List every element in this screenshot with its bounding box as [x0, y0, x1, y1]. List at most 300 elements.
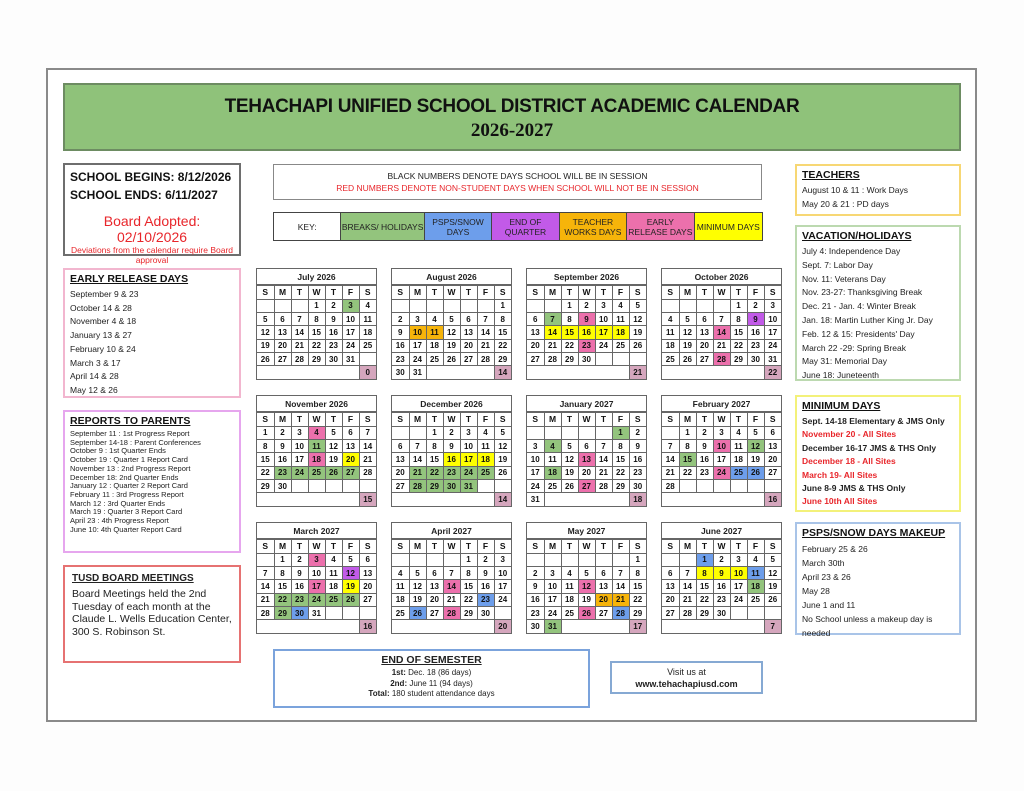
list-item: June 10th All Sites — [802, 496, 878, 507]
day-cell: 4 — [392, 566, 409, 579]
day-cell: 26 — [629, 339, 646, 352]
weekday-header: S — [764, 540, 781, 554]
weekday-header: S — [494, 413, 511, 427]
empty-cell — [359, 479, 376, 492]
empty-cell — [409, 426, 426, 439]
weekday-header: W — [713, 413, 730, 427]
day-cell: 7 — [291, 312, 308, 325]
day-cell: 27 — [696, 352, 713, 365]
day-cell: 19 — [764, 580, 781, 593]
weekday-header: W — [713, 540, 730, 554]
weekday-header: S — [257, 540, 274, 554]
day-cell: 14 — [662, 453, 679, 466]
day-cell: 25 — [544, 479, 561, 492]
day-cell: 15 — [426, 453, 443, 466]
day-cell: 3 — [527, 439, 544, 452]
day-cell: 15 — [696, 580, 713, 593]
day-cell: 20 — [359, 580, 376, 593]
day-cell: 21 — [291, 339, 308, 352]
minimum-days-box — [795, 395, 961, 512]
day-cell: 18 — [561, 593, 578, 606]
day-cell: 25 — [477, 466, 494, 479]
black-numbers-note: BLACK NUMBERS DENOTE DAYS SCHOOL WILL BE IN SESSION — [387, 171, 648, 181]
empty-cell — [443, 553, 460, 566]
empty-cell — [477, 299, 494, 312]
weekday-header: S — [527, 540, 544, 554]
day-cell: 27 — [662, 606, 679, 619]
empty-cell — [612, 352, 629, 365]
list-item: No School unless a makeup day is needed — [802, 614, 933, 638]
day-cell: 25 — [730, 466, 747, 479]
month-day-count: 17 — [629, 620, 646, 633]
weekday-header: T — [696, 286, 713, 300]
weekday-header: T — [561, 413, 578, 427]
day-cell: 24 — [308, 593, 325, 606]
day-cell: 23 — [274, 466, 291, 479]
day-cell: 9 — [713, 566, 730, 579]
list-item: Dec. 21 - Jan. 4: Winter Break — [802, 301, 916, 312]
teachers-list — [802, 184, 954, 211]
month-title: December 2026 — [392, 396, 511, 412]
day-cell: 12 — [443, 326, 460, 339]
day-cell: 18 — [747, 580, 764, 593]
day-cell: 13 — [595, 580, 612, 593]
day-cell: 10 — [291, 439, 308, 452]
day-cell: 19 — [747, 453, 764, 466]
day-cell: 6 — [764, 426, 781, 439]
list-item: Nov. 11: Veterans Day — [802, 273, 886, 284]
day-cell: 7 — [679, 566, 696, 579]
day-cell: 19 — [561, 466, 578, 479]
day-cell: 31 — [764, 352, 781, 365]
day-cell: 24 — [713, 466, 730, 479]
day-cell: 16 — [291, 580, 308, 593]
list-item: April 23 & 26 — [802, 572, 851, 582]
month-title: January 2027 — [527, 396, 646, 412]
key-label: KEY: — [274, 213, 341, 240]
list-item: June 18: Juneteenth — [802, 370, 880, 381]
day-cell: 6 — [595, 566, 612, 579]
day-cell: 2 — [274, 426, 291, 439]
empty-cell — [342, 606, 359, 619]
day-cell: 26 — [494, 466, 511, 479]
month-title: March 2027 — [257, 523, 376, 539]
weekday-header: F — [747, 413, 764, 427]
weekday-header: T — [325, 286, 342, 300]
day-cell: 3 — [730, 553, 747, 566]
month-day-count: 18 — [629, 493, 646, 506]
website-link[interactable]: www.tehachapiusd.com — [635, 679, 738, 689]
day-cell: 6 — [392, 439, 409, 452]
empty-cell — [392, 299, 409, 312]
day-cell: 5 — [561, 439, 578, 452]
day-cell: 4 — [426, 312, 443, 325]
empty-cell — [662, 553, 679, 566]
list-item: Sept. 14-18 Elementary & JMS Only — [802, 416, 945, 426]
day-cell: 20 — [595, 593, 612, 606]
day-cell: 4 — [308, 426, 325, 439]
day-cell: 26 — [443, 352, 460, 365]
day-cell: 8 — [561, 312, 578, 325]
month-title: April 2027 — [392, 523, 511, 539]
day-cell: 15 — [274, 580, 291, 593]
day-cell: 6 — [359, 553, 376, 566]
empty-cell — [679, 479, 696, 492]
month-title: May 2027 — [527, 523, 646, 539]
day-cell: 11 — [426, 326, 443, 339]
day-cell: 11 — [308, 439, 325, 452]
day-cell: 28 — [409, 479, 426, 492]
day-cell: 5 — [325, 426, 342, 439]
day-cell: 6 — [578, 439, 595, 452]
day-cell: 21 — [679, 593, 696, 606]
day-cell: 21 — [409, 466, 426, 479]
weekday-header: T — [460, 540, 477, 554]
key-item: EARLY RELEASE DAYS — [627, 213, 694, 240]
list-item: March 22 -29: Spring Break — [802, 342, 906, 353]
day-cell: 4 — [477, 426, 494, 439]
day-cell: 26 — [764, 593, 781, 606]
day-cell: 5 — [578, 566, 595, 579]
day-cell: 14 — [291, 326, 308, 339]
list-item: January 12 : Quarter 2 Report Card — [70, 481, 188, 491]
day-cell: 1 — [730, 299, 747, 312]
day-cell: 30 — [477, 606, 494, 619]
day-cell: 26 — [257, 352, 274, 365]
weekday-header: T — [426, 540, 443, 554]
weekday-header: W — [443, 413, 460, 427]
vacation-list — [802, 245, 954, 383]
day-cell: 31 — [409, 366, 426, 379]
list-item: November 20 - All Sites — [802, 429, 897, 440]
day-cell: 21 — [443, 593, 460, 606]
key-item: PSPS/SNOW DAYS — [425, 213, 492, 240]
weekday-header: S — [359, 286, 376, 300]
day-cell: 5 — [342, 553, 359, 566]
day-cell: 8 — [460, 566, 477, 579]
day-cell: 15 — [308, 326, 325, 339]
weekday-header: F — [747, 286, 764, 300]
day-cell: 23 — [527, 606, 544, 619]
empty-cell — [578, 553, 595, 566]
day-cell: 11 — [544, 453, 561, 466]
day-cell: 24 — [595, 339, 612, 352]
day-cell: 17 — [764, 326, 781, 339]
list-item: May 12 & 26 — [70, 384, 118, 395]
day-cell: 13 — [274, 326, 291, 339]
weekday-header: S — [257, 286, 274, 300]
day-cell: 11 — [392, 580, 409, 593]
empty-cell — [409, 299, 426, 312]
day-cell: 17 — [544, 593, 561, 606]
day-cell: 7 — [257, 566, 274, 579]
weekday-header: T — [561, 540, 578, 554]
weekday-header: T — [730, 413, 747, 427]
psps-list — [802, 542, 954, 640]
day-cell: 14 — [257, 580, 274, 593]
day-cell: 16 — [713, 580, 730, 593]
empty-cell — [409, 553, 426, 566]
day-cell: 10 — [730, 566, 747, 579]
empty-cell — [764, 606, 781, 619]
month-title: June 2027 — [662, 523, 781, 539]
empty-cell — [291, 479, 308, 492]
day-cell: 26 — [561, 479, 578, 492]
day-cell: 30 — [274, 479, 291, 492]
day-cell: 10 — [342, 312, 359, 325]
empty-cell — [747, 479, 764, 492]
day-cell: 17 — [730, 580, 747, 593]
day-cell: 3 — [764, 299, 781, 312]
weekday-header: S — [494, 540, 511, 554]
day-cell: 29 — [460, 606, 477, 619]
semester-title: END OF SEMESTER — [381, 654, 482, 666]
day-cell: 18 — [426, 339, 443, 352]
day-cell: 29 — [494, 352, 511, 365]
month-title: July 2026 — [257, 269, 376, 285]
day-cell: 25 — [662, 352, 679, 365]
day-cell: 4 — [730, 426, 747, 439]
day-cell: 10 — [544, 580, 561, 593]
list-item: May 28 — [802, 586, 830, 596]
day-cell: 23 — [443, 466, 460, 479]
empty-cell — [527, 426, 544, 439]
school-year: 2026-2027 — [470, 120, 554, 141]
month-title: February 2027 — [662, 396, 781, 412]
day-cell: 19 — [342, 580, 359, 593]
color-key — [273, 212, 763, 241]
day-cell: 11 — [747, 566, 764, 579]
day-cell: 9 — [527, 580, 544, 593]
day-cell: 28 — [612, 606, 629, 619]
day-cell: 16 — [325, 326, 342, 339]
day-cell: 17 — [308, 580, 325, 593]
day-cell: 8 — [274, 566, 291, 579]
day-cell: 13 — [392, 453, 409, 466]
day-cell: 5 — [747, 426, 764, 439]
empty-cell — [527, 553, 544, 566]
weekday-header: F — [477, 540, 494, 554]
key-item: TEACHER WORKS DAYS — [560, 213, 627, 240]
day-cell: 13 — [426, 580, 443, 593]
day-cell: 8 — [629, 566, 646, 579]
day-cell: 18 — [392, 593, 409, 606]
weekday-header: F — [342, 413, 359, 427]
day-cell: 7 — [359, 426, 376, 439]
day-cell: 3 — [409, 312, 426, 325]
day-cell: 29 — [561, 352, 578, 365]
empty-cell — [595, 553, 612, 566]
list-item: June 1 and 11 — [802, 600, 856, 610]
red-numbers-note: RED NUMBERS DENOTE NON-STUDENT DAYS WHEN SCHOOL WILL NOT BE IN SESSION — [336, 183, 699, 193]
reports-title: REPORTS TO PARENTS — [70, 415, 191, 427]
day-cell: 24 — [764, 339, 781, 352]
day-cell: 21 — [713, 339, 730, 352]
weekday-header: M — [409, 413, 426, 427]
day-cell: 5 — [679, 312, 696, 325]
list-item: September 9 & 23 — [70, 289, 139, 299]
day-cell: 27 — [359, 593, 376, 606]
day-cell: 6 — [274, 312, 291, 325]
empty-cell — [662, 366, 764, 379]
list-item: March 30th — [802, 558, 845, 568]
day-cell: 18 — [544, 466, 561, 479]
day-cell: 8 — [612, 439, 629, 452]
day-cell: 6 — [460, 312, 477, 325]
day-cell: 26 — [679, 352, 696, 365]
day-cell: 5 — [409, 566, 426, 579]
weekday-header: T — [730, 540, 747, 554]
day-cell: 20 — [342, 453, 359, 466]
day-cell: 17 — [595, 326, 612, 339]
day-cell: 7 — [443, 566, 460, 579]
weekday-header: M — [679, 413, 696, 427]
day-cell: 23 — [291, 593, 308, 606]
day-cell: 17 — [291, 453, 308, 466]
day-cell: 28 — [544, 352, 561, 365]
day-cell: 5 — [494, 426, 511, 439]
day-cell: 3 — [291, 426, 308, 439]
board-meetings-box — [63, 565, 241, 663]
weekday-header: T — [595, 413, 612, 427]
weekday-header: T — [291, 540, 308, 554]
day-cell: 1 — [629, 553, 646, 566]
day-cell: 14 — [544, 326, 561, 339]
day-cell: 31 — [342, 352, 359, 365]
day-cell: 1 — [308, 299, 325, 312]
day-cell: 30 — [443, 479, 460, 492]
day-cell: 4 — [561, 566, 578, 579]
day-cell: 17 — [494, 580, 511, 593]
day-cell: 18 — [612, 326, 629, 339]
day-cell: 8 — [679, 439, 696, 452]
reports-list — [70, 430, 234, 534]
school-begins: SCHOOL BEGINS: 8/12/2026 — [70, 170, 232, 184]
early-release-list — [70, 288, 234, 398]
day-cell: 18 — [477, 453, 494, 466]
day-cell: 10 — [713, 439, 730, 452]
day-cell: 23 — [392, 352, 409, 365]
day-cell: 14 — [409, 453, 426, 466]
day-cell: 22 — [612, 466, 629, 479]
day-cell: 1 — [561, 299, 578, 312]
list-item: May 20 & 21 : PD days — [802, 198, 889, 209]
day-cell: 30 — [713, 606, 730, 619]
day-cell: 6 — [342, 426, 359, 439]
day-cell: 24 — [730, 593, 747, 606]
weekday-header: S — [527, 286, 544, 300]
month-day-count: 16 — [764, 493, 781, 506]
day-cell: 20 — [527, 339, 544, 352]
day-cell: 29 — [730, 352, 747, 365]
empty-cell — [612, 553, 629, 566]
day-cell: 10 — [409, 326, 426, 339]
number-color-notice — [273, 164, 762, 200]
day-cell: 12 — [679, 326, 696, 339]
day-cell: 22 — [629, 593, 646, 606]
day-cell: 19 — [679, 339, 696, 352]
day-cell: 8 — [730, 312, 747, 325]
day-cell: 28 — [477, 352, 494, 365]
day-cell: 1 — [257, 426, 274, 439]
day-cell: 7 — [595, 439, 612, 452]
day-cell: 7 — [612, 566, 629, 579]
day-cell: 9 — [291, 566, 308, 579]
day-cell: 31 — [544, 620, 561, 633]
day-cell: 3 — [595, 299, 612, 312]
empty-cell — [544, 299, 561, 312]
day-cell: 16 — [578, 326, 595, 339]
day-cell: 16 — [392, 339, 409, 352]
day-cell: 3 — [713, 426, 730, 439]
weekday-header: F — [342, 540, 359, 554]
day-cell: 20 — [696, 339, 713, 352]
empty-cell — [764, 479, 781, 492]
day-cell: 7 — [662, 439, 679, 452]
empty-cell — [257, 299, 274, 312]
empty-cell — [460, 299, 477, 312]
weekday-header: W — [443, 286, 460, 300]
weekday-header: W — [578, 540, 595, 554]
day-cell: 23 — [325, 339, 342, 352]
empty-cell — [494, 606, 511, 619]
school-dates-box — [63, 163, 241, 265]
weekday-header: F — [477, 413, 494, 427]
day-cell: 25 — [561, 606, 578, 619]
day-cell: 23 — [477, 593, 494, 606]
list-item: September 14-18 : Parent Conferences — [70, 437, 201, 447]
day-cell: 27 — [274, 352, 291, 365]
day-cell: 12 — [257, 326, 274, 339]
day-cell: 15 — [460, 580, 477, 593]
vacation-title: VACATION/HOLIDAYS — [802, 230, 912, 242]
weekday-header: T — [325, 413, 342, 427]
day-cell: 20 — [578, 466, 595, 479]
day-cell: 27 — [595, 606, 612, 619]
weekday-header: M — [544, 540, 561, 554]
day-cell: 25 — [325, 593, 342, 606]
weekday-header: M — [544, 286, 561, 300]
day-cell: 30 — [629, 479, 646, 492]
day-cell: 22 — [460, 593, 477, 606]
board-title: TUSD BOARD MEETINGS — [72, 573, 194, 584]
day-cell: 13 — [359, 566, 376, 579]
weekday-header: S — [359, 540, 376, 554]
day-cell: 27 — [460, 352, 477, 365]
day-cell: 11 — [561, 580, 578, 593]
month-title: October 2026 — [662, 269, 781, 285]
weekday-header: M — [679, 540, 696, 554]
day-cell: 3 — [494, 553, 511, 566]
day-cell: 8 — [696, 566, 713, 579]
list-item: December 18 - All Sites — [802, 456, 896, 467]
day-cell: 7 — [409, 439, 426, 452]
weekday-header: S — [359, 413, 376, 427]
day-cell: 6 — [426, 566, 443, 579]
early-release-title: EARLY RELEASE DAYS — [70, 273, 189, 285]
weekday-header: T — [325, 540, 342, 554]
list-item: November 13 : 2nd Progress Report — [70, 463, 191, 473]
weekday-header: S — [494, 286, 511, 300]
empty-cell — [747, 606, 764, 619]
month-calendar — [256, 522, 377, 634]
day-cell: 18 — [359, 326, 376, 339]
day-cell: 15 — [629, 580, 646, 593]
day-cell: 26 — [409, 606, 426, 619]
day-cell: 2 — [325, 299, 342, 312]
list-item: June 10: 4th Quarter Report Card — [70, 524, 182, 534]
day-cell: 2 — [392, 312, 409, 325]
